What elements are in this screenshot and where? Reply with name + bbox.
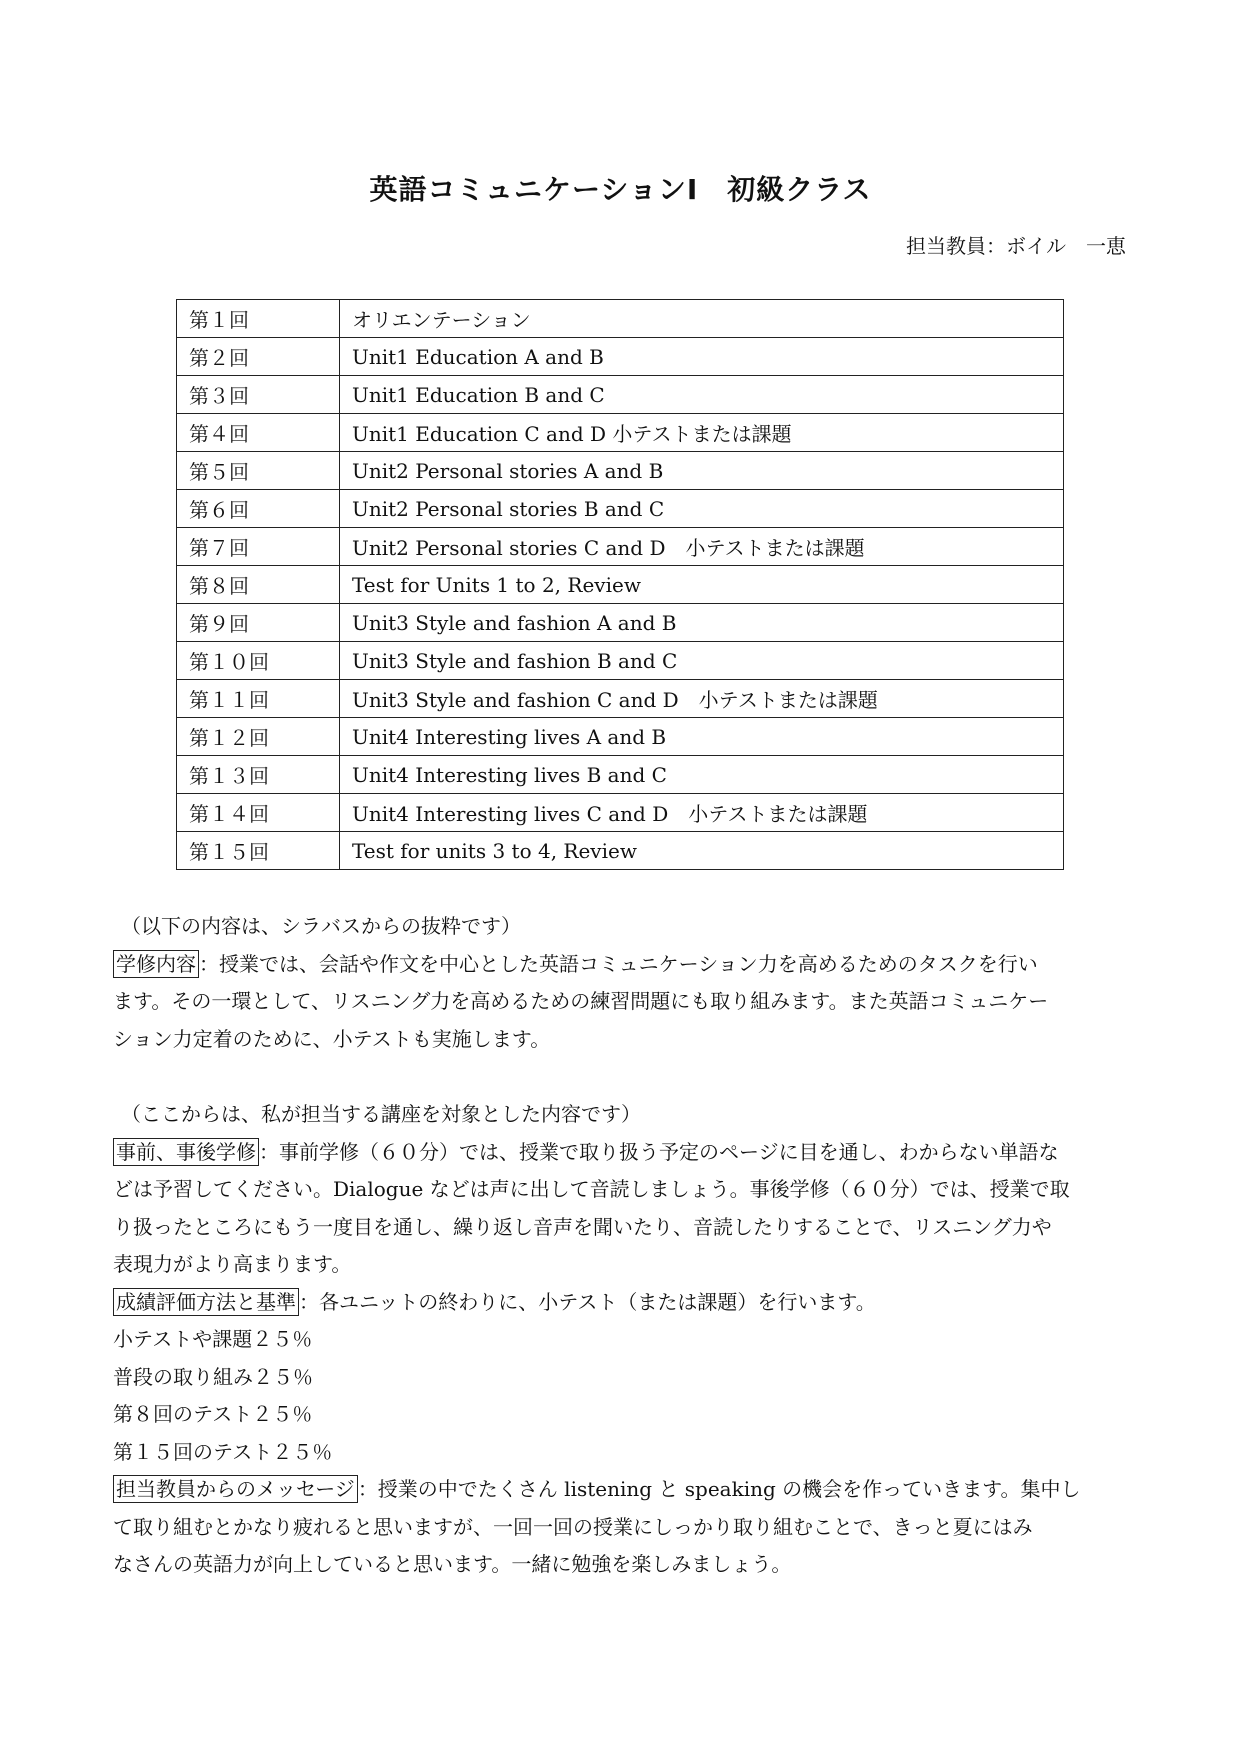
schedule-body	[177, 300, 1064, 870]
table-row	[177, 756, 1064, 794]
table-row	[177, 794, 1064, 832]
table-row	[177, 718, 1064, 756]
table-row	[177, 566, 1064, 604]
grading-paragraph	[113, 1284, 1130, 1322]
document-title: 英語コミュニケーションⅠ 初級クラス	[369, 173, 872, 206]
session-number: 第６回	[177, 490, 340, 528]
session-number: 第８回	[177, 566, 340, 604]
session-content: Unit2 Personal stories C and D 小テストまたは課題	[340, 528, 1064, 566]
session-content: Test for units 3 to 4, Review	[340, 832, 1064, 870]
session-content: Unit1 Education C and D 小テストまたは課題	[340, 414, 1064, 452]
grading-item: 第８回のテスト２５％	[113, 1402, 313, 1426]
session-number: 第２回	[177, 338, 340, 376]
syllabus-label: 学修内容	[113, 950, 199, 978]
message-paragraph	[113, 1471, 1130, 1509]
session-content: Unit1 Education A and B	[340, 338, 1064, 376]
session-content: Unit3 Style and fashion C and D 小テストまたは課題	[340, 680, 1064, 718]
prep-text-line: ：事前学修（６０分）では、授業で取り扱う予定のページに目を通し、わからない単語な	[259, 1139, 1059, 1164]
table-row	[177, 680, 1064, 718]
table-row	[177, 452, 1064, 490]
grading-item: 第１５回のテスト２５％	[113, 1439, 333, 1464]
session-number: 第１０回	[177, 642, 340, 680]
table-row	[177, 414, 1064, 452]
syllabus-text-line: ：授業では、会話や作文を中心とした英語コミュニケーション力を高めるためのタスクを行い	[199, 951, 1038, 976]
prep-text-line: どは予習してください。Dialogue などは声に出して音読しましょう。事後学修（６０分）では、授業で取	[113, 1177, 1070, 1201]
session-content: Unit4 Interesting lives C and D 小テストまたは課題	[340, 794, 1064, 832]
syllabus-text-line: ます。その一環として、リスニング力を高めるための練習問題にも取り組みます。また英語コミュニケー	[113, 989, 1049, 1013]
table-row	[177, 832, 1064, 870]
session-content: Unit3 Style and fashion B and C	[340, 642, 1064, 680]
session-content: Unit2 Personal stories B and C	[340, 490, 1064, 528]
session-content: Unit3 Style and fashion A and B	[340, 604, 1064, 642]
session-number: 第１２回	[177, 718, 340, 756]
table-row	[177, 376, 1064, 414]
session-content: Unit2 Personal stories A and B	[340, 452, 1064, 490]
prep-paragraph	[113, 1134, 1130, 1172]
session-number: 第１４回	[177, 794, 340, 832]
grading-item: 普段の取り組み２５％	[113, 1364, 313, 1389]
table-row	[177, 528, 1064, 566]
session-number: 第１１回	[177, 680, 340, 718]
table-row	[177, 490, 1064, 528]
grading-text: ：各ユニットの終わりに、小テスト（または課題）を行います。	[299, 1289, 876, 1314]
message-label: 担当教員からのメッセージ	[113, 1475, 358, 1503]
syllabus-section	[113, 908, 1130, 1058]
session-number: 第１３回	[177, 756, 340, 794]
prep-text-line: り扱ったところにもう一度目を通し、繰り返し音声を聞いたり、音読したりすることで、リスニング力や	[113, 1214, 1052, 1239]
grading-label: 成績評価方法と基準	[113, 1288, 299, 1316]
session-content: Unit4 Interesting lives A and B	[340, 718, 1064, 756]
schedule-table	[176, 299, 1064, 870]
course-section	[113, 1096, 1130, 1584]
session-content: オリエンテーション	[340, 300, 1064, 338]
table-row	[177, 300, 1064, 338]
table-row	[177, 604, 1064, 642]
message-text-line: て取り組むとかなり疲れると思いますが、一回一回の授業にしっかり取り組むことで、きっと夏にはみ	[113, 1514, 1033, 1539]
session-number: 第１回	[177, 300, 340, 338]
course-note: （ここからは、私が担当する講座を対象とした内容です）	[121, 1102, 641, 1126]
syllabus-note: （以下の内容は、シラバスからの抜粋です）	[121, 914, 521, 938]
table-row	[177, 338, 1064, 376]
prep-text-line: 表現力がより高まります。	[113, 1252, 352, 1276]
session-content: Unit1 Education B and C	[340, 376, 1064, 414]
session-content: Unit4 Interesting lives B and C	[340, 756, 1064, 794]
session-content: Test for Units 1 to 2, Review	[340, 566, 1064, 604]
syllabus-paragraph	[113, 946, 1130, 984]
grading-item: 小テストや課題２５％	[113, 1327, 313, 1351]
message-text-line: なさんの英語力が向上していると思います。一緒に勉強を楽しみましょう。	[113, 1552, 792, 1576]
prep-label: 事前、事後学修	[113, 1138, 259, 1166]
session-number: 第１５回	[177, 832, 340, 870]
table-row	[177, 642, 1064, 680]
session-number: 第９回	[177, 604, 340, 642]
syllabus-text-line: ション力定着のために、小テストも実施します。	[113, 1026, 551, 1051]
message-text-line: ：授業の中でたくさん listening と speaking の機会を作っていきます。集中し	[357, 1477, 1081, 1501]
session-number: 第４回	[177, 414, 340, 452]
teacher-name: 担当教員：ボイル 一恵	[906, 234, 1126, 258]
session-number: 第３回	[177, 376, 340, 414]
session-number: 第７回	[177, 528, 340, 566]
session-number: 第５回	[177, 452, 340, 490]
